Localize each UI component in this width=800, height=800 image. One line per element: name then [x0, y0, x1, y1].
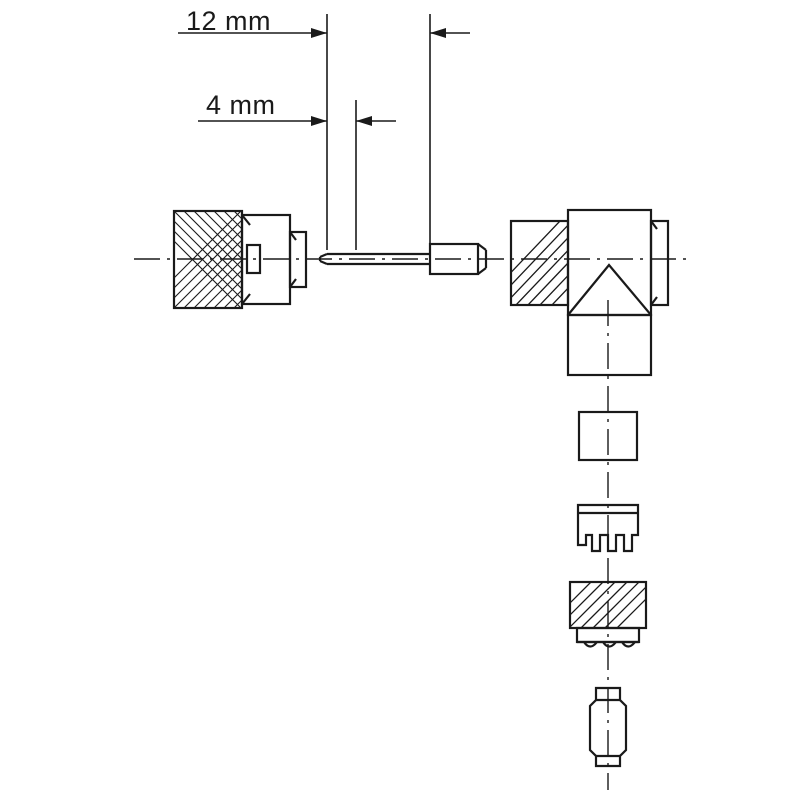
part-right-angle-connector-body — [568, 210, 668, 375]
part-connector-hatched-collar — [480, 221, 632, 305]
dimension-extension-lines — [327, 14, 430, 250]
dimension-label-12mm: 12 mm — [186, 6, 272, 36]
part-hatched-clamp-nut — [545, 582, 663, 647]
dimension-label-4mm: 4 mm — [206, 90, 276, 120]
